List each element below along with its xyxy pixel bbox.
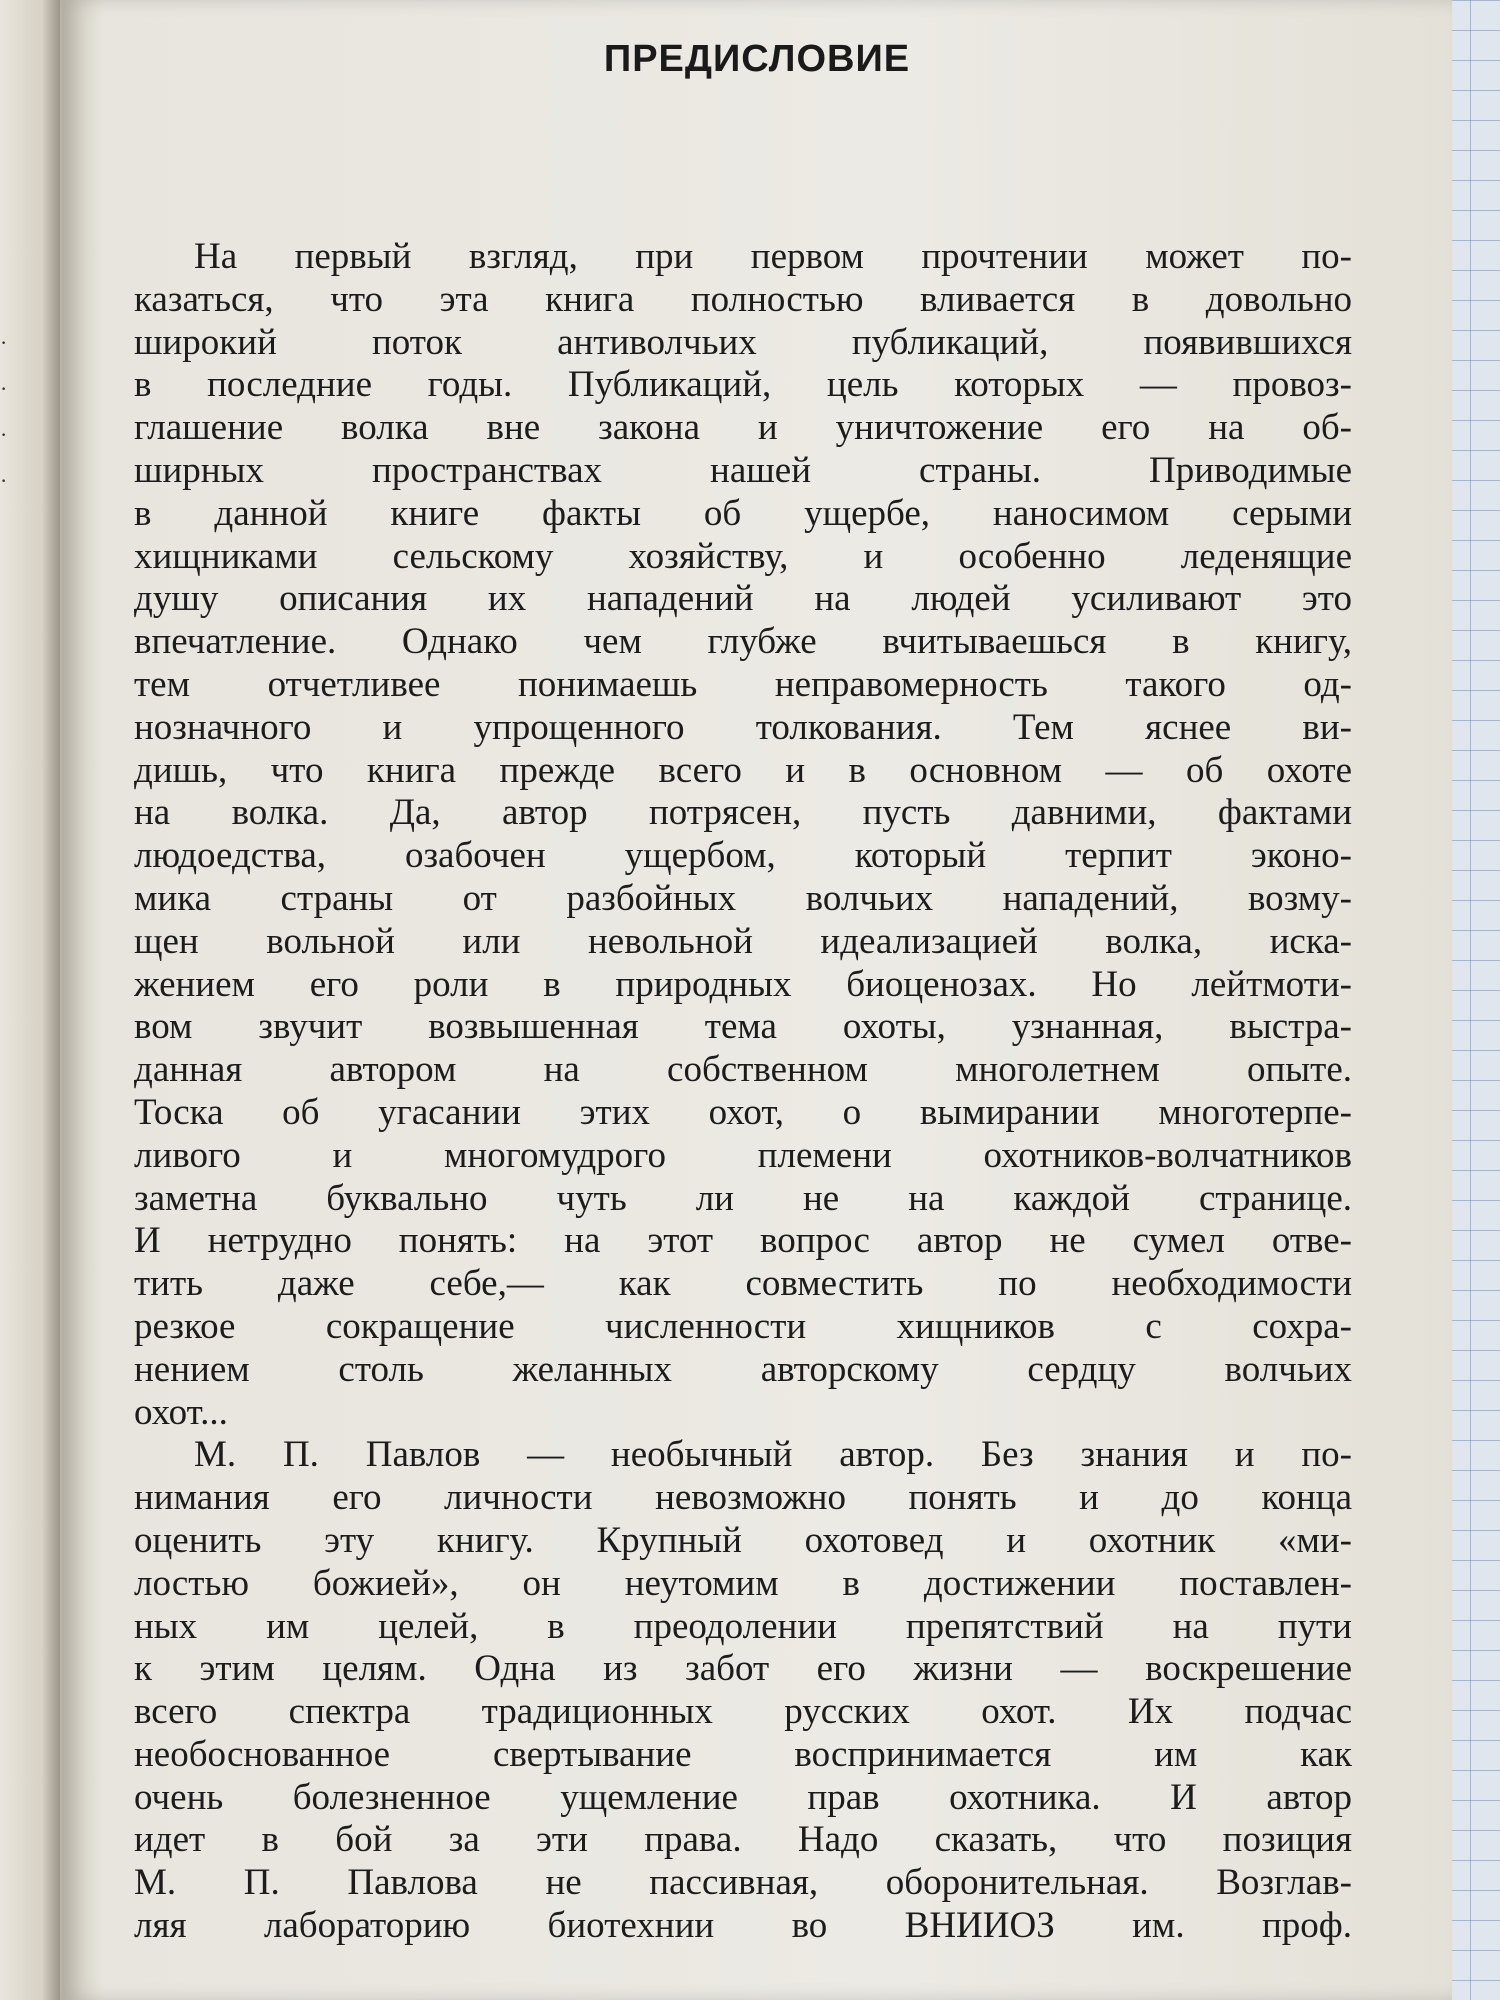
text-line: дишь, что книга прежде всего и в основном — об охоте [134, 749, 1352, 791]
text-line: лостью божией», он неутомим в достижении поставлен- [134, 1562, 1352, 1604]
text-line: нением столь желанных авторскому сердцу волчьих [134, 1348, 1352, 1390]
text-line: заметна буквально чуть ли не на каждой странице. [134, 1177, 1352, 1219]
text-line: Тоска об угасании этих охот, о вымирании многотерпе- [134, 1091, 1352, 1133]
text-line: ляя лабораторию биотехнии во ВНИИОЗ им. проф. [134, 1905, 1352, 1947]
text-line: щен вольной или невольной идеализацией волка, иска- [134, 920, 1352, 962]
text-line: ных им целей, в преодолении препятствий на пути [134, 1605, 1352, 1647]
body-text [134, 236, 1352, 1948]
text-line: очень болезненное ущемление прав охотника. И автор [134, 1776, 1352, 1818]
text-line: людоедства, озабочен ущербом, который терпит эконо- [134, 835, 1352, 877]
text-line: глашение волка вне закона и уничтожение его на об- [134, 407, 1352, 449]
text-line: М. П. Павлова не пассивная, оборонительная. Возглав- [134, 1862, 1352, 1904]
left-page-edge [0, 0, 60, 2000]
text-line: впечатление. Однако чем глубже вчитываешься в книгу, [134, 621, 1352, 663]
text-line: тем отчетливее понимаешь неправомерность такого од- [134, 663, 1352, 705]
text-line: нозначного и упрощенного толкования. Тем яснее ви- [134, 706, 1352, 748]
text-line: На первый взгляд, при первом прочтении может по- [194, 236, 1352, 277]
text-line: в данной книге факты об ущербе, наносимом серыми [134, 492, 1352, 534]
text-line: данная автором на собственном многолетнем опыте. [134, 1049, 1352, 1091]
text-line: хищниками сельскому хозяйству, и особенно леденящие [134, 535, 1352, 577]
paragraph-2 [134, 1434, 1352, 1948]
text-line: душу описания их нападений на людей усиливают это [134, 578, 1352, 620]
book-page [62, 0, 1452, 2000]
text-line: И нетрудно понять: на этот вопрос автор не сумел отве- [134, 1220, 1352, 1262]
text-line: М. П. Павлов — необычный автор. Без знания и по- [194, 1434, 1352, 1476]
text-line: охот... [134, 1391, 228, 1433]
paragraph-1 [134, 236, 1352, 1434]
text-line: ливого и многомудрого племени охотников-волчатников [134, 1134, 1352, 1176]
text-line: нимания его личности невозможно понять и до конца [134, 1477, 1352, 1519]
text-line: на волка. Да, автор потрясен, пусть давними, фактами [134, 792, 1352, 834]
text-line: резкое сокращение численности хищников с сохра- [134, 1305, 1352, 1347]
text-line: вом звучит возвышенная тема охоты, узнанная, выстра- [134, 1006, 1352, 1048]
text-line: идет в бой за эти права. Надо сказать, что позиция [134, 1819, 1352, 1861]
left-page-marks: · · · · [0, 330, 8, 493]
text-line: в последние годы. Публикаций, цель которых — провоз- [134, 364, 1352, 406]
text-line: к этим целям. Одна из забот его жизни — воскрешение [134, 1648, 1352, 1690]
text-line: всего спектра традиционных русских охот. Их подчас [134, 1691, 1352, 1733]
text-line: широкий поток антиволчьих публикаций, появившихся [134, 321, 1352, 363]
text-line: оценить эту книгу. Крупный охотовед и охотник «ми- [134, 1519, 1352, 1561]
text-line: необоснованное свертывание воспринимается им как [134, 1733, 1352, 1775]
page-heading: ПРЕДИСЛОВИЕ [603, 38, 911, 80]
text-line: тить даже себе,— как совместить по необходимости [134, 1263, 1352, 1305]
text-line: мика страны от разбойных волчьих нападений, возму- [134, 877, 1352, 919]
text-line: казаться, что эта книга полностью вливается в довольно [134, 278, 1352, 320]
text-line: жением его роли в природных биоценозах. Но лейтмоти- [134, 963, 1352, 1005]
text-line: ширных пространствах нашей страны. Приводимые [134, 449, 1352, 491]
